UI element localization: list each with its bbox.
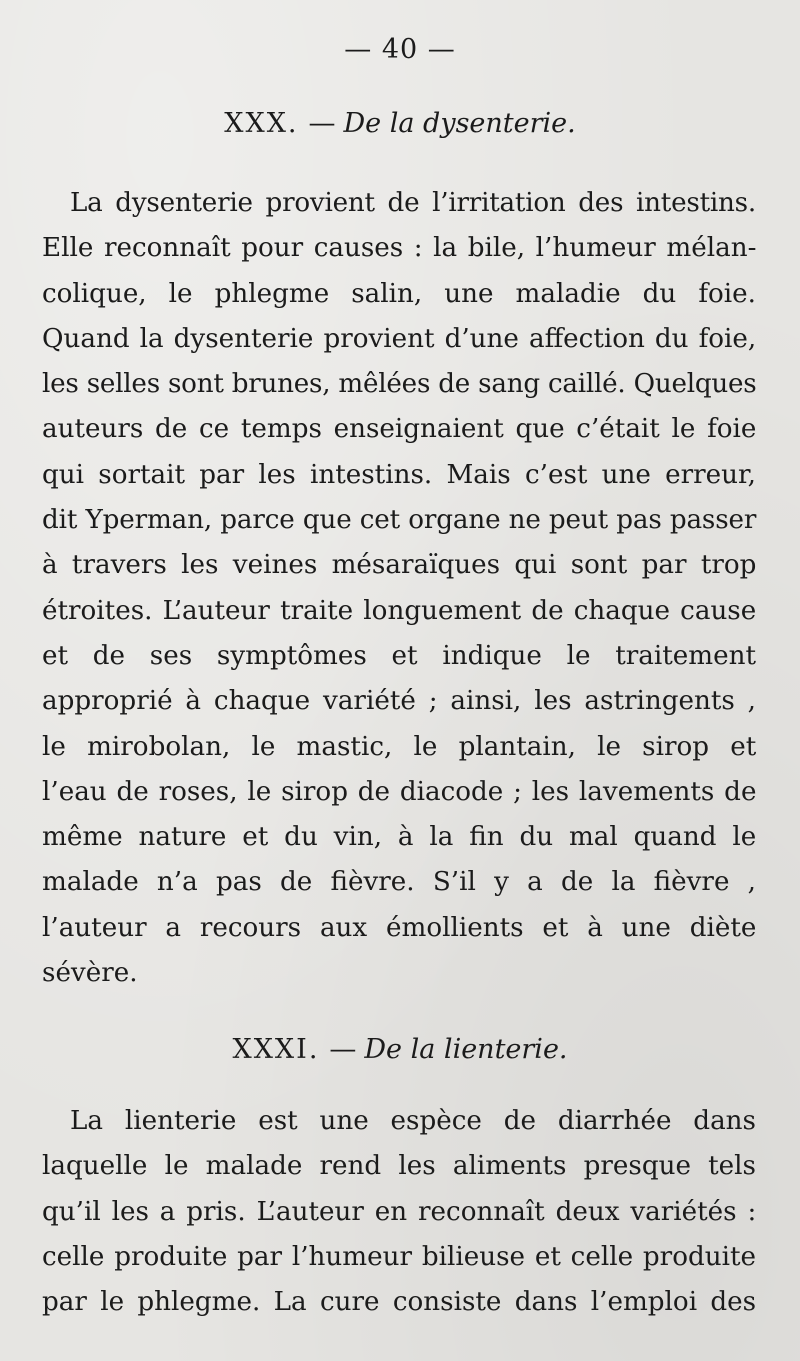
section-heading-xxx (0, 108, 800, 139)
text-line: laquelle le malade rend les aliments presque tels (42, 1151, 756, 1182)
text-line: malade n’a pas de fièvre. S’il y a de la fièvre , (42, 867, 757, 898)
text-line: La dysenterie provient de l’irritation des intestins. (70, 188, 756, 218)
text-line: colique, le phlegme salin, une maladie du foie. (42, 278, 756, 309)
section-heading-xxxi (0, 1034, 800, 1065)
heading-dash: — (308, 108, 336, 139)
text-line: même nature et du vin, à la fin du mal quand le (42, 822, 757, 853)
text-line: sévère. (42, 958, 138, 989)
text-line: et de ses symptômes et indique le traitement (42, 640, 756, 671)
text-line: par le phlegme. La cure consiste dans l’emploi des (42, 1287, 757, 1318)
text-line: Elle reconnaît pour causes : la bile, l’humeur mélan- (42, 233, 757, 264)
section-numeral: XXXI. (232, 1034, 320, 1065)
text-line: Quand la dysenterie provient d’une affection du foie, (42, 323, 757, 354)
text-line: le mirobolan, le mastic, le plantain, le sirop et (42, 731, 757, 762)
text-line: La lienterie est une espèce de diarrhée dans (70, 1106, 756, 1136)
section-title: De la lienterie. (364, 1034, 568, 1065)
text-line: auteurs de ce temps enseignaient que c’était le foie (42, 414, 757, 445)
text-line: étroites. L’auteur traite longuement de chaque cause (42, 595, 757, 626)
section-title: De la dysenterie. (343, 108, 576, 139)
section-paragraph-xxxi (42, 1099, 756, 1325)
text-line: dit Yperman, parce que cet organe ne peut pas passer (42, 505, 757, 536)
text-line: qui sortait par les intestins. Mais c’est une erreur, (42, 459, 756, 490)
section-paragraph-xxx (42, 181, 756, 996)
text-line: approprié à chaque variété ; ainsi, les astringents , (42, 686, 756, 717)
text-line: l’eau de roses, le sirop de diacode ; les lavements de (42, 776, 757, 807)
text-line: celle produite par l’humeur bilieuse et celle produite (42, 1241, 756, 1272)
text-line: les selles sont brunes, mêlées de sang caillé. Quelques (42, 369, 757, 400)
heading-dash: — (329, 1034, 357, 1065)
section-numeral: XXX. (224, 108, 299, 139)
text-line: qu’il les a pris. L’auteur en reconnaît deux variétés : (42, 1196, 757, 1227)
text-line: à travers les veines mésaraïques qui sont par trop (42, 550, 757, 581)
page-number: — 40 — (344, 34, 456, 65)
text-line: l’auteur a recours aux émollients et à une diète (42, 912, 757, 943)
